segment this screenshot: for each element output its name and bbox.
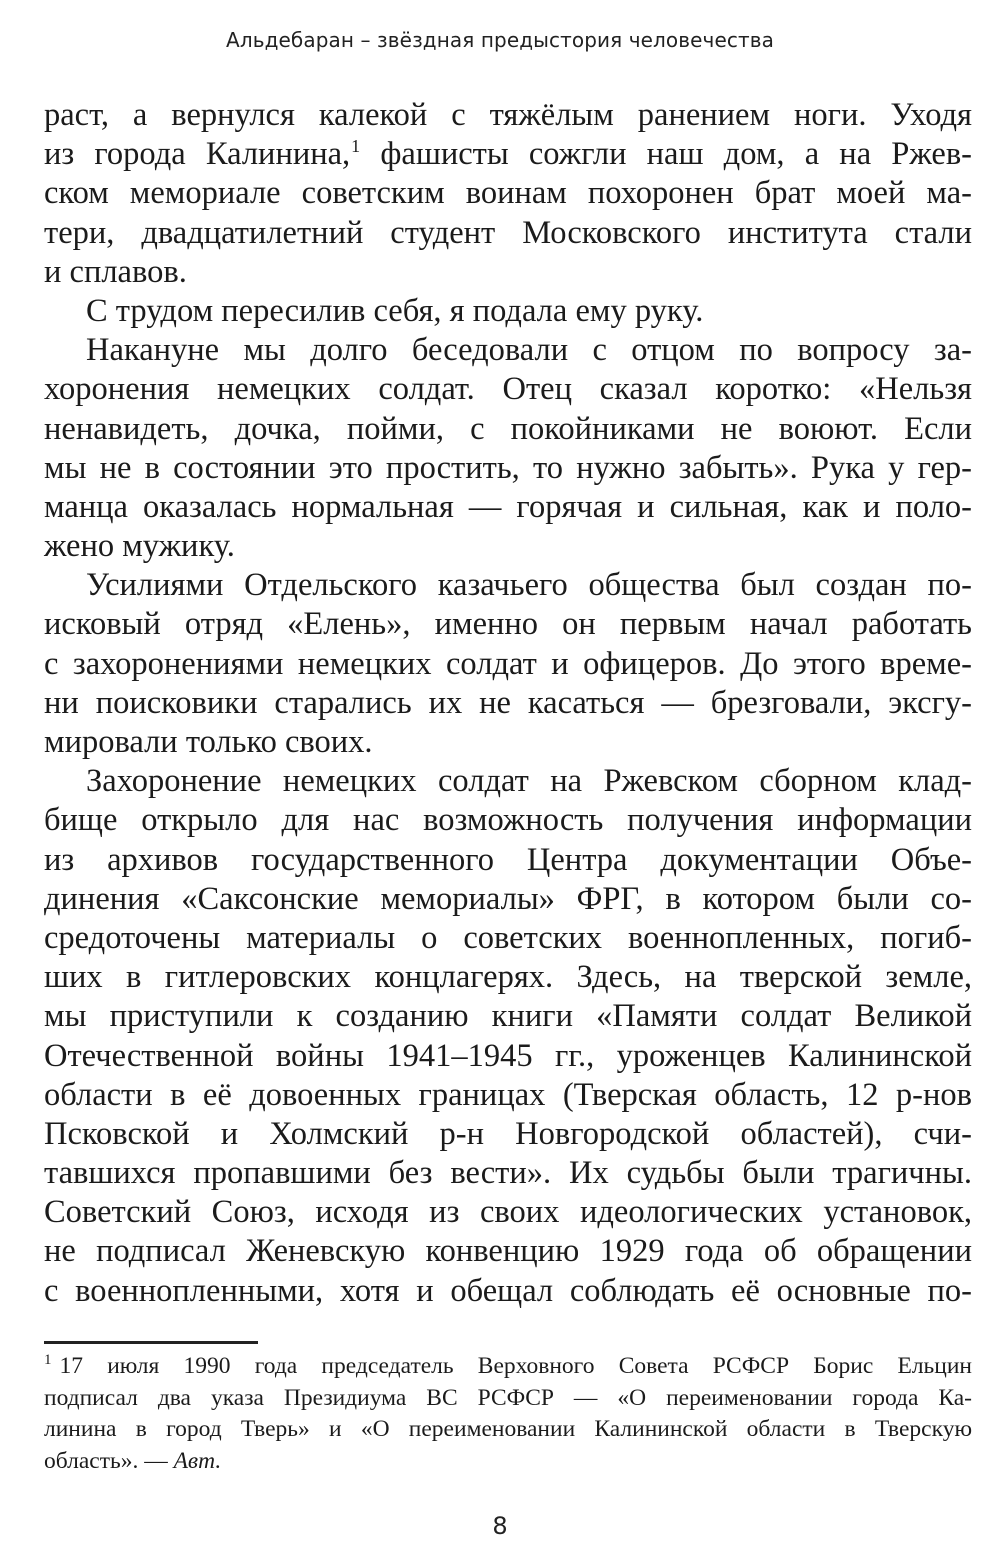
text-line: области в её довоенных границах (Тверская область, 12 р-нов xyxy=(44,1076,972,1113)
text-line: Усилиями Отдельского казачьего общества был создан по- xyxy=(86,567,972,604)
text-line: жено мужику. xyxy=(44,528,235,565)
text-line: Захоронение немецких солдат на Ржевском сборном клад- xyxy=(86,763,972,800)
text-line: С трудом пересилив себя, я подала ему руку. xyxy=(86,292,704,329)
text-line: средоточены материалы о советских военнопленных, погиб- xyxy=(44,919,972,956)
text-line-part: из города Калинина, xyxy=(44,136,351,173)
footnote-divider xyxy=(44,1341,258,1344)
text-line: с военнопленными, хотя и обещал соблюдать её основные по- xyxy=(44,1272,972,1309)
footnote-line-part: область». — xyxy=(44,1447,174,1474)
footnote-line: линина в город Тверь» и «О переименовании Калининской области в Тверскую xyxy=(44,1416,972,1442)
text-line: Отечественной войны 1941–1945 гг., уроженцев Калининской xyxy=(44,1037,972,1074)
text-line: ших в гитлеровских концлагерях. Здесь, на тверской земле, xyxy=(44,959,972,996)
text-line: ском мемориале советским воинам похоронен брат моей ма- xyxy=(44,175,972,212)
text-line: ненавидеть, дочка, пойми, с покойниками не воюют. Если xyxy=(44,410,972,447)
footnote-author: Авт. xyxy=(173,1447,222,1474)
text-line: из архивов государственного Центра документации Объе- xyxy=(44,841,972,878)
running-header: Альдебаран – звёздная предыстория человечества xyxy=(226,28,774,52)
text-line: манца оказалась нормальная — горячая и сильная, как и поло- xyxy=(44,488,972,525)
text-line-part: фашисты сожгли наш дом, а на Ржев- xyxy=(360,136,972,173)
text-line: мы не в состоянии это простить, то нужно забыть». Рука у гер- xyxy=(44,449,972,486)
footnote-line-part: 17 июля 1990 года председатель Верховного Совета РСФСР Борис Ельцин xyxy=(59,1353,972,1379)
text-line: динения «Саксонские мемориалы» ФРГ, в котором были со- xyxy=(44,880,972,917)
text-line: бище открыло для нас возможность получения информации xyxy=(44,802,972,839)
text-line xyxy=(44,135,972,174)
text-line: хоронения немецких солдат. Отец сказал коротко: «Нельзя xyxy=(44,371,972,408)
text-line: Советский Союз, исходя из своих идеологических установок, xyxy=(44,1194,972,1231)
text-line: Накануне мы долго беседовали с отцом по вопросу за- xyxy=(86,332,972,369)
text-line: раст, а вернулся калекой с тяжёлым ранением ноги. Уходя xyxy=(44,97,972,133)
text-line: ни поисковики старались их не касаться — брезговали, эксгу- xyxy=(44,684,972,721)
text-line: тери, двадцатилетний студент Московского института стали xyxy=(44,214,972,251)
footnote-line xyxy=(44,1351,972,1383)
footnote-line: подписал два указа Президиума ВС РСФСР — «О переименовании города Ка- xyxy=(44,1384,972,1411)
text-line: мы приступили к созданию книги «Памяти солдат Великой xyxy=(44,998,972,1035)
text-line: исковый отряд «Елень», именно он первым начал работать xyxy=(44,606,972,643)
text-line: тавшихся пропавшими без вести». Их судьбы были трагичны. xyxy=(44,1155,972,1192)
text-line: не подписал Женевскую конвенцию 1929 года об обращении xyxy=(44,1233,972,1270)
body-text xyxy=(44,96,972,1311)
footnote-line xyxy=(44,1446,972,1478)
text-line: мировали только своих. xyxy=(44,724,373,760)
text-line: с захоронениями немецких солдат и офицеров. До этого време- xyxy=(44,645,972,682)
text-line: Псковской и Холмский р-н Новгородской областей), счи- xyxy=(44,1115,972,1152)
page-number: 8 xyxy=(492,1512,508,1540)
footnote xyxy=(44,1351,972,1477)
footnote-reference: 1 xyxy=(351,136,361,157)
text-line: и сплавов. xyxy=(44,253,187,290)
footnote-mark: 1 xyxy=(44,1352,52,1368)
